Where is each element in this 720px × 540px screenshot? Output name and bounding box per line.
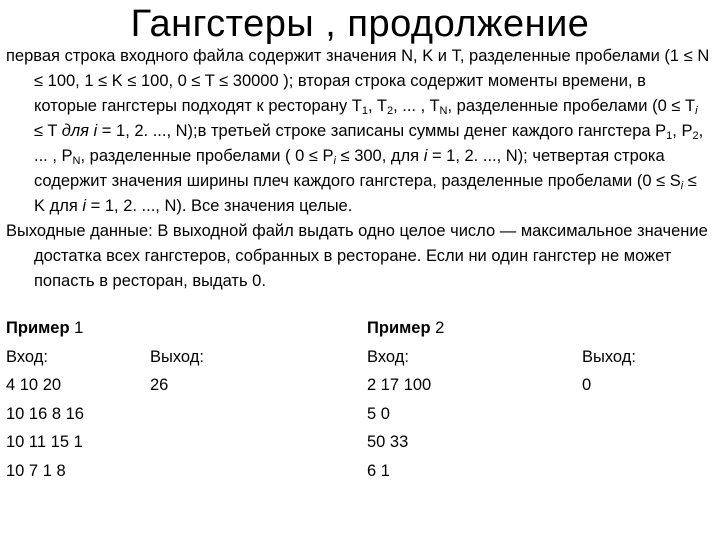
example2-input-label: Вход:	[367, 348, 409, 366]
example1-input-line: 10 7 1 8	[6, 462, 66, 480]
output-label: Выходные данные	[6, 222, 149, 240]
problem-text	[6, 44, 711, 294]
example2-output-line: 0	[582, 376, 592, 394]
input-description: первая строка входного файла содержит значения N, K и T, разделенные пробелами (1 ≤ N ≤ 100, 1 ≤ K ≤ 100, 0 ≤ T ≤ 30000 ); вторая строка содержит моменты времени, в которые гангстеры подходят к ресторану $T_1$, $T_2$, ... , $T_N$, разделенные пробелами ($0 \le T_i \le T$ для i = 1, 2. ..., N);в третьей строке записаны суммы денег каждого гангстера $P_1$, $P_2$, ... , $P_N$, разделенные пробелами ( $0 \le P_i \le 300$, для i = 1, 2. ..., N); четвертая строка содержит значения ширины плеч каждого гангстера, разделенные пробелами ($0 \le S_i \le K$ для i = 1, 2. ..., N). Все значения целые.	[6, 47, 710, 215]
example1-input-label: Вход:	[6, 348, 48, 366]
example1-input-line: 10 16 8 16	[6, 405, 84, 423]
example1-input-line: 10 11 15 1	[6, 433, 83, 451]
example2-input-line: 2 17 100	[367, 376, 432, 394]
example2-input-line: 50 33	[367, 433, 409, 451]
example1-output-line: 26	[150, 376, 169, 394]
example2-input-line: 5 0	[367, 405, 390, 423]
example1-input-line: 4 10 20	[6, 376, 62, 394]
example2-heading: Пример 2	[367, 319, 445, 337]
output-description: Выходные данные: В выходной файл выдать одно целое число — максимальное значение достатка всех гангстеров, собранных в ресторане. Если ни один гангстер не может попасть в ресторан, выдать 0.	[6, 222, 708, 290]
slide-title: Гангстеры , продолжение	[130, 3, 590, 45]
example2-output-label: Выход:	[582, 348, 636, 366]
example1-output-label: Выход:	[150, 348, 204, 366]
example2-input-line: 6 1	[367, 462, 390, 480]
example1-heading: Пример 1	[6, 319, 84, 337]
